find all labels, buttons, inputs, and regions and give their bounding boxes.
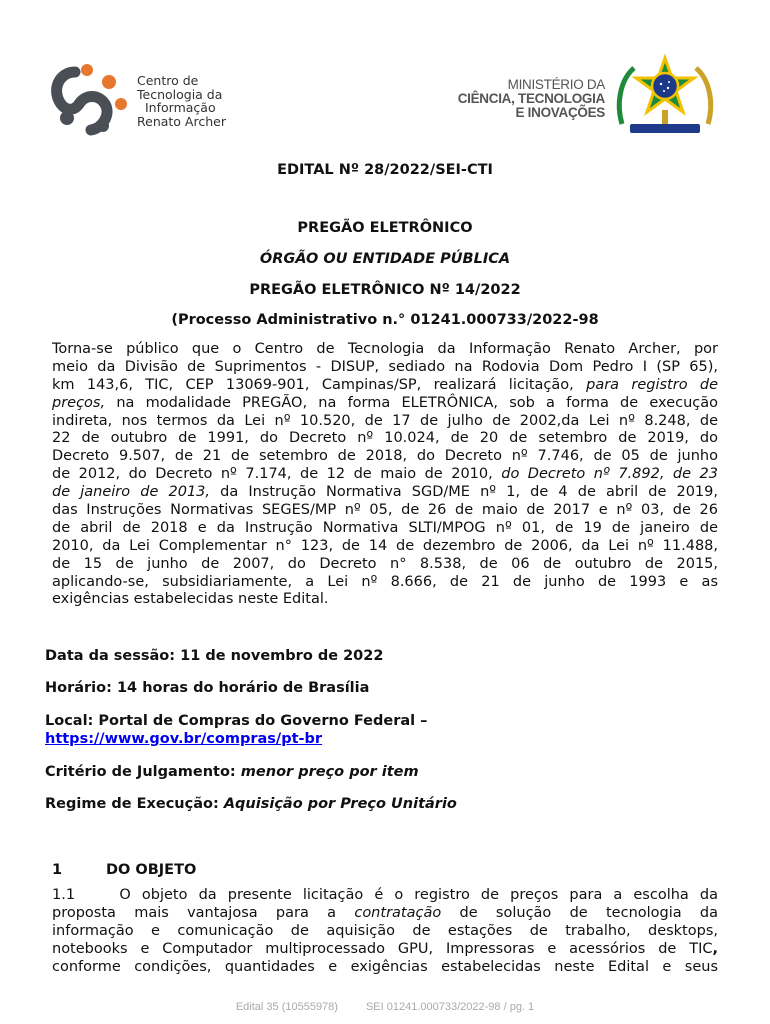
- regime-value: Aquisição por Preço Unitário: [223, 796, 457, 812]
- criterio-julgamento: [45, 764, 419, 780]
- intro-paragraph: [52, 341, 718, 609]
- session-local: Local: Portal de Compras do Governo Federal –: [45, 713, 428, 729]
- section-bold-comma: ,: [712, 940, 718, 957]
- section-line: [52, 905, 718, 923]
- regime-label: Regime de Execução:: [45, 796, 219, 812]
- orgao-title: ÓRGÃO OU ENTIDADE PÚBLICA: [259, 251, 511, 267]
- intro-line: de 15 de junho de 2007, do Decreto n° 8.538, de 06 de outubro de 2015,: [52, 555, 718, 572]
- intro-italic-text: de janeiro de 2013,: [52, 484, 211, 501]
- intro-line: de abril de 2018 e da Instrução Normativa SLTI/MPOG nº 01, de 19 de janeiro de: [52, 519, 718, 536]
- section-line: conforme condições, quantidades e exigências estabelecidas neste Edital e seus: [52, 958, 718, 975]
- section-italic-text: contratação: [354, 904, 442, 921]
- edital-title: EDITAL Nº 28/2022/SEI-CTI: [277, 162, 493, 178]
- ministry-line: MINISTÉRIO DA: [507, 77, 605, 92]
- section-text: notebooks e Computador multiprocessado GPU, Impressoras e acessórios de TIC: [52, 940, 713, 957]
- cti-logo: [45, 60, 245, 140]
- intro-text: km 143,6, TIC, CEP 13069-901, Campinas/SP, realizará licitação,: [52, 376, 574, 393]
- section-text: de solução de tecnologia da: [459, 904, 719, 921]
- regime-execucao: [45, 796, 457, 812]
- ministry-line: CIÊNCIA, TECNOLOGIA: [457, 91, 605, 106]
- intro-line: 22 de outubro de 1991, do Decreto nº 10.024, de 20 de setembro de 2019, do: [52, 430, 718, 447]
- intro-line: [52, 484, 718, 502]
- session-date: Data da sessão: 11 de novembro de 2022: [45, 648, 384, 664]
- compras-link[interactable]: https://www.gov.br/compras/pt-br: [45, 731, 323, 747]
- cti-logo-line: Informação: [145, 100, 216, 115]
- criterio-label: Critério de Julgamento:: [45, 764, 236, 780]
- intro-line: indireta, nos termos da Lei nº 10.520, de 17 de julho de 2002,da Lei nº 8.248, de: [52, 412, 718, 429]
- criterio-value: menor preço por item: [240, 764, 419, 780]
- intro-italic-text: do Decreto nº 7.892, de 23: [501, 466, 719, 483]
- intro-line: Decreto 9.507, de 21 de setembro de 2018, do Decreto nº 7.746, de 05 de junho: [52, 448, 718, 465]
- section-1-paragraph: [52, 887, 718, 976]
- page-footer: [0, 1001, 770, 1013]
- section-text: proposta mais vantajosa para a: [52, 904, 337, 921]
- processo-title: (Processo Administrativo n.° 01241.000733/2022-98: [171, 312, 599, 328]
- intro-line: [52, 466, 718, 484]
- intro-line: [52, 377, 718, 395]
- footer-process-page: SEI 01241.000733/2022-98 / pg. 1: [365, 1001, 535, 1013]
- coat-of-arms-icon: [612, 54, 718, 140]
- session-time: Horário: 14 horas do horário de Brasília: [45, 680, 370, 696]
- pregao-number-title: PREGÃO ELETRÔNICO Nº 14/2022: [249, 282, 521, 298]
- ministry-logo-text: [458, 78, 605, 120]
- section-number: 1: [52, 862, 63, 878]
- intro-line: aplicando-se, subsidiariamente, a Lei nº 8.666, de 21 de junho de 1993 e as: [52, 573, 718, 590]
- footer-document-id: Edital 35 (10555978): [235, 1001, 338, 1013]
- intro-line: das Instruções Normativas SEGES/MP nº 05, de 26 de maio de 2017 e nº 03, de 26: [52, 502, 718, 519]
- intro-italic-text: preços,: [52, 394, 106, 411]
- intro-italic-text: para registro de: [586, 376, 719, 393]
- section-line: [52, 941, 718, 959]
- intro-line: 2010, da Lei Complementar n° 123, de 14 de dezembro de 2006, da Lei nº 11.488,: [52, 537, 718, 554]
- section-line: 1.1 O objeto da presente licitação é o registro de preços para a escolha da: [52, 887, 718, 903]
- intro-text: da Instrução Normativa SGD/ME nº 1, de 4 de abril de 2019,: [220, 484, 718, 501]
- intro-text: na modalidade PREGÃO, na forma ELETRÔNICA, sob a forma de execução: [116, 394, 718, 411]
- cti-logo-line: Renato Archer: [137, 113, 226, 129]
- section-title: DO OBJETO: [106, 862, 197, 878]
- ministry-line: E INOVAÇÕES: [515, 105, 605, 120]
- section-line: informação e comunicação de aquisição de estações de trabalho, desktops,: [52, 922, 718, 939]
- intro-line: meio da Divisão de Suprimentos - DISUP, sediado na Rodovia Dom Pedro I (SP 65),: [52, 358, 718, 375]
- section-heading: [52, 862, 196, 878]
- cti-logo-text: [137, 74, 226, 128]
- pregao-title: PREGÃO ELETRÔNICO: [297, 220, 473, 236]
- intro-text: de 2012, do Decreto nº 7.174, de 12 de maio de 2010,: [52, 466, 493, 483]
- intro-line: Torna-se público que o Centro de Tecnologia da Informação Renato Archer, por: [52, 341, 718, 357]
- cti-logo-line: Centro de: [137, 73, 199, 88]
- cti-logo-line: Tecnologia da: [137, 86, 223, 102]
- intro-line: [52, 395, 718, 413]
- cti-logo-mark: [45, 60, 137, 140]
- intro-line: exigências estabelecidas neste Edital.: [52, 591, 329, 608]
